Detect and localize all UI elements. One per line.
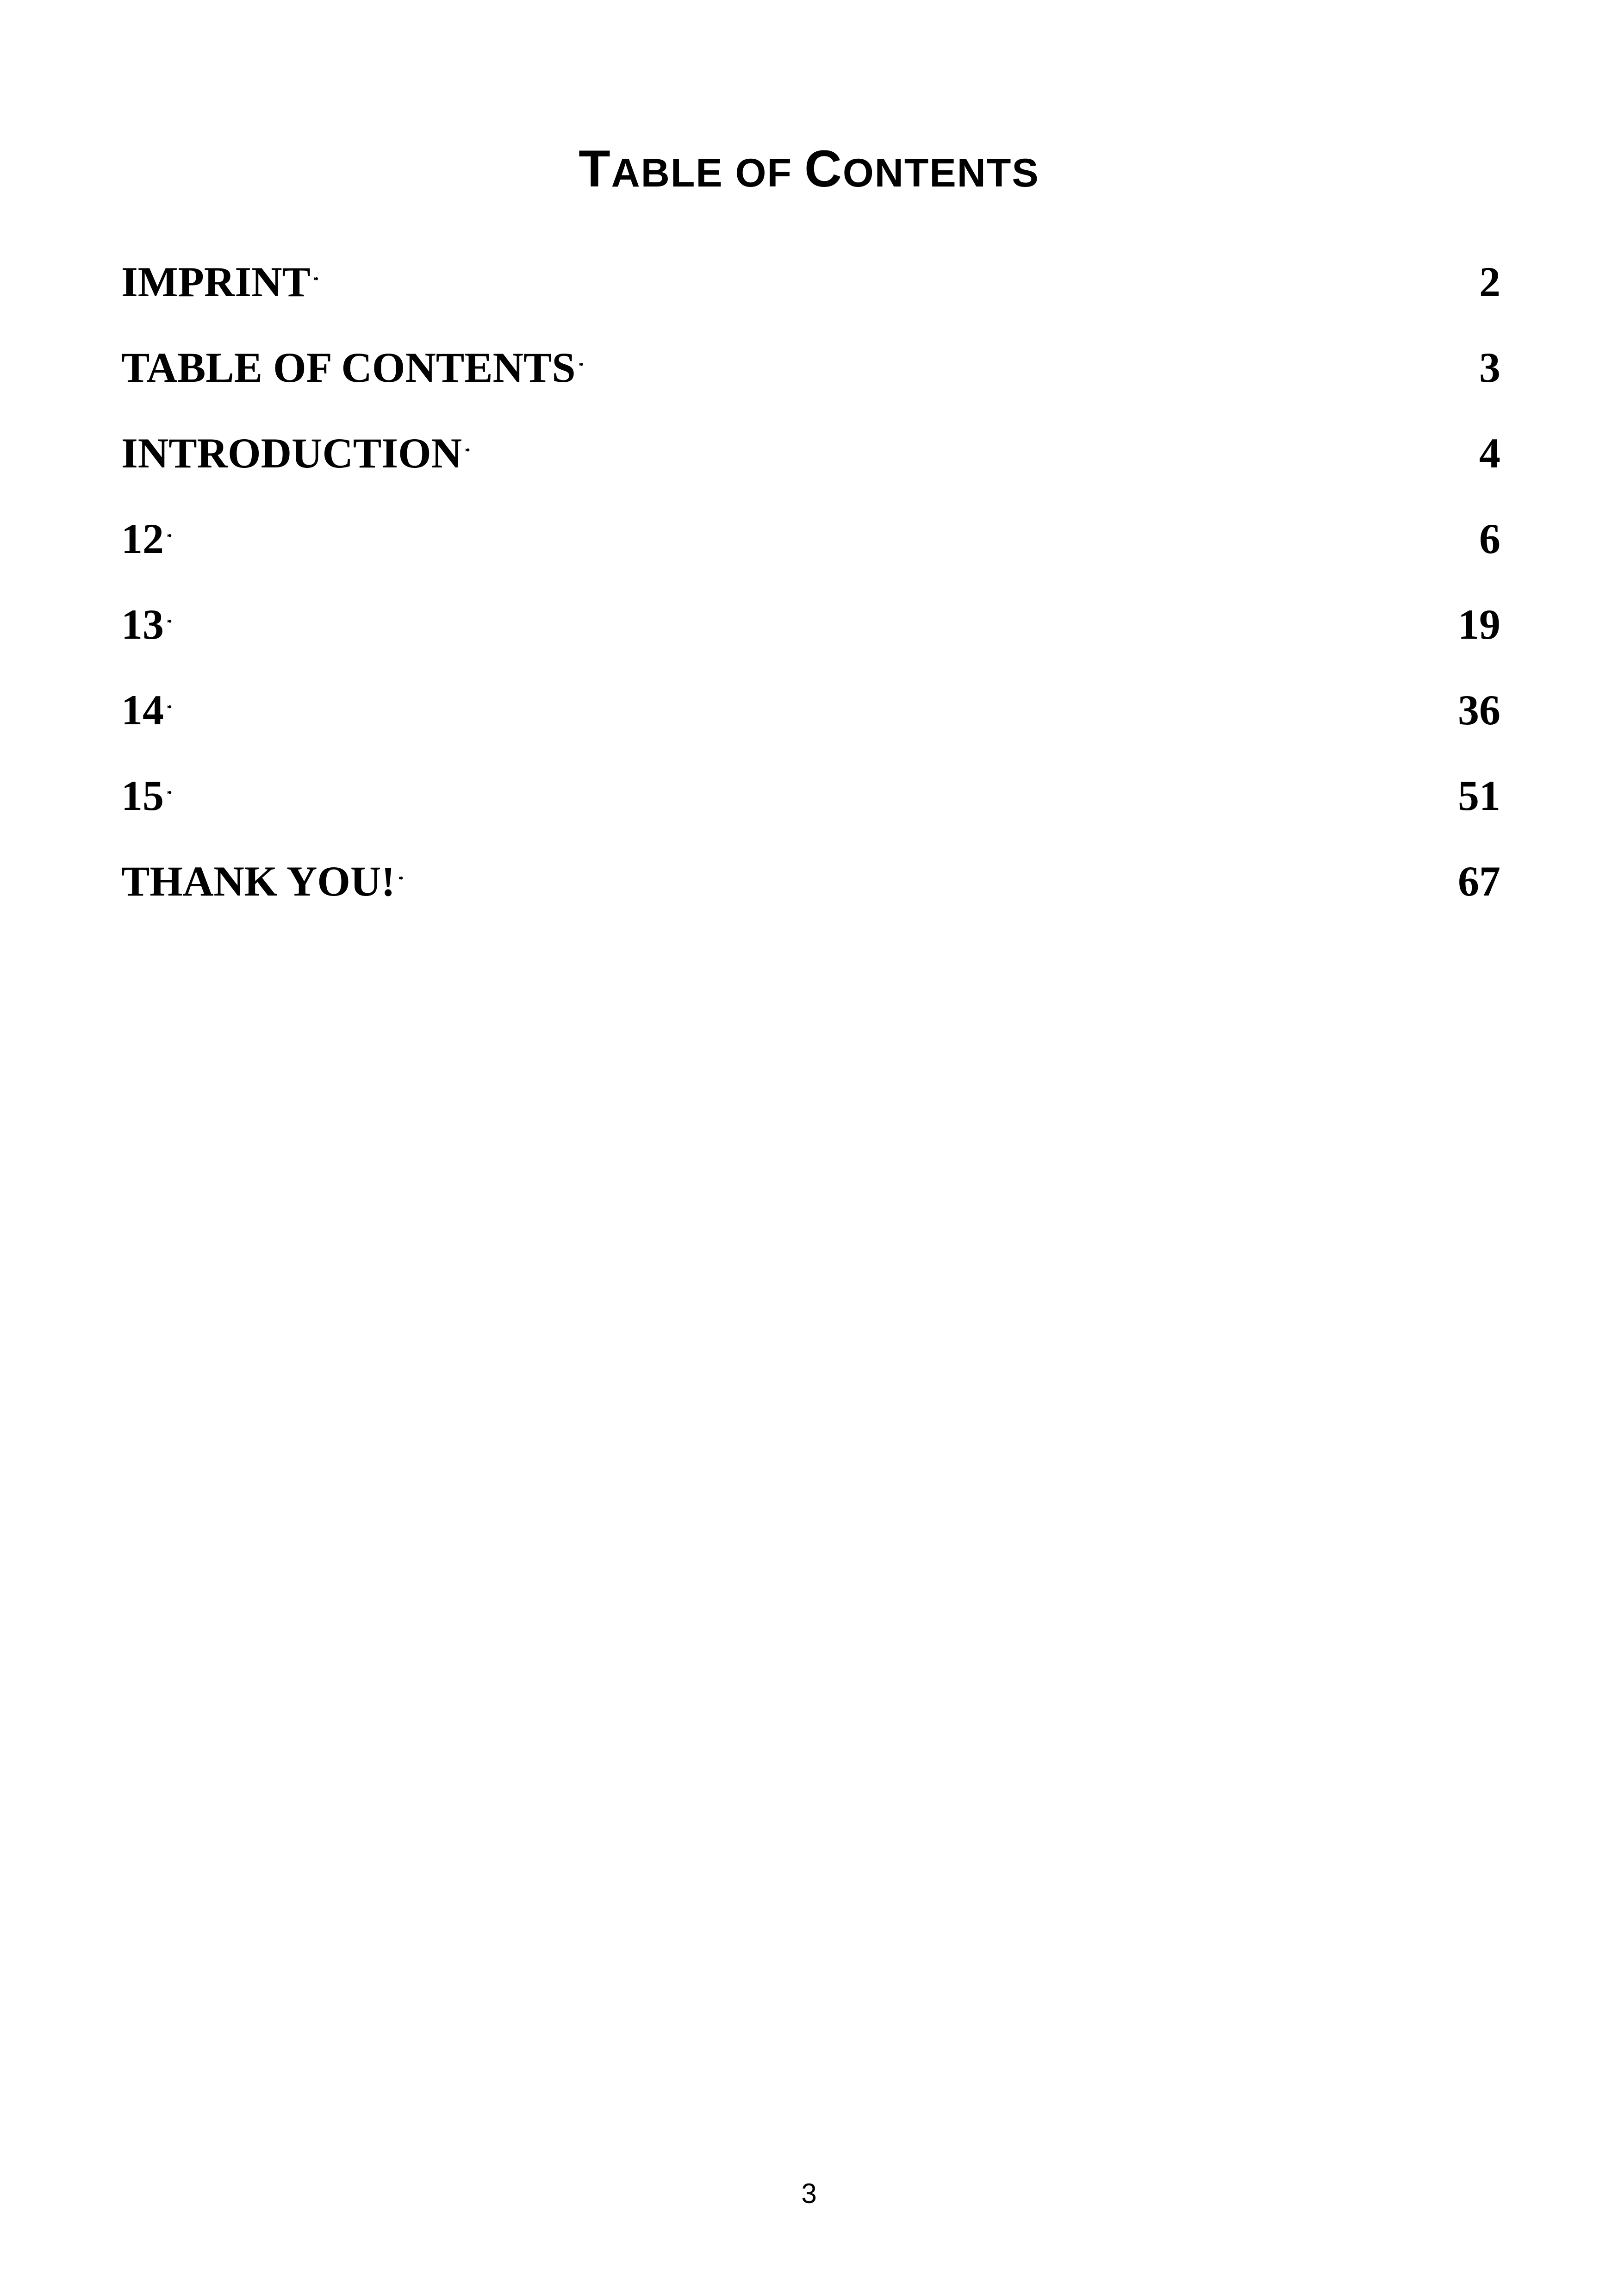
toc-entry-15[interactable]: [121, 740, 1500, 826]
toc-entry-title: IMPRINT: [121, 258, 311, 305]
title-initial-c: C: [804, 140, 843, 198]
toc-entry-table-of-contents[interactable]: [121, 312, 1500, 398]
toc-entry-14[interactable]: [121, 655, 1500, 740]
dot-leader: [399, 826, 1454, 896]
toc-list: [121, 227, 1500, 912]
toc-entry-page: 36: [1458, 686, 1500, 734]
toc-entry-13[interactable]: [121, 569, 1500, 655]
toc-entry-page: 4: [1479, 429, 1500, 477]
dot-leader: [168, 740, 1454, 810]
toc-entry-title: INTRODUCTION: [121, 429, 462, 477]
toc-entry-page: 19: [1458, 601, 1500, 648]
toc-entry-thank-you[interactable]: [121, 826, 1500, 912]
toc-entry-page: 51: [1458, 772, 1500, 819]
dot-leader: [314, 227, 1475, 296]
toc-entry-page: 67: [1458, 858, 1500, 905]
title-rest-able-of: ABLE OF: [611, 151, 804, 196]
toc-entry-imprint[interactable]: [121, 227, 1500, 312]
toc-entry-title: 13: [121, 601, 164, 648]
toc-entry-title: TABLE OF CONTENTS: [121, 344, 576, 391]
toc-entry-page: 2: [1479, 258, 1500, 305]
toc-entry-page: 3: [1479, 344, 1500, 391]
toc-entry-12[interactable]: [121, 484, 1500, 569]
page-title: [0, 132, 1618, 210]
dot-leader: [168, 655, 1454, 724]
toc-entry-page: 6: [1479, 515, 1500, 562]
toc-entry-title: 15: [121, 772, 164, 819]
title-rest-ontents: ONTENTS: [842, 151, 1039, 196]
toc-entry-title: 12: [121, 515, 164, 562]
toc-entry-title: 14: [121, 686, 164, 734]
title-initial-t: T: [579, 140, 611, 198]
dot-leader: [466, 398, 1475, 467]
dot-leader: [579, 312, 1475, 382]
page-number: 3: [801, 2178, 817, 2209]
toc-entry-title: THANK YOU!: [121, 858, 396, 905]
toc-entry-introduction[interactable]: [121, 398, 1500, 484]
dot-leader: [168, 484, 1475, 553]
dot-leader: [168, 569, 1454, 639]
